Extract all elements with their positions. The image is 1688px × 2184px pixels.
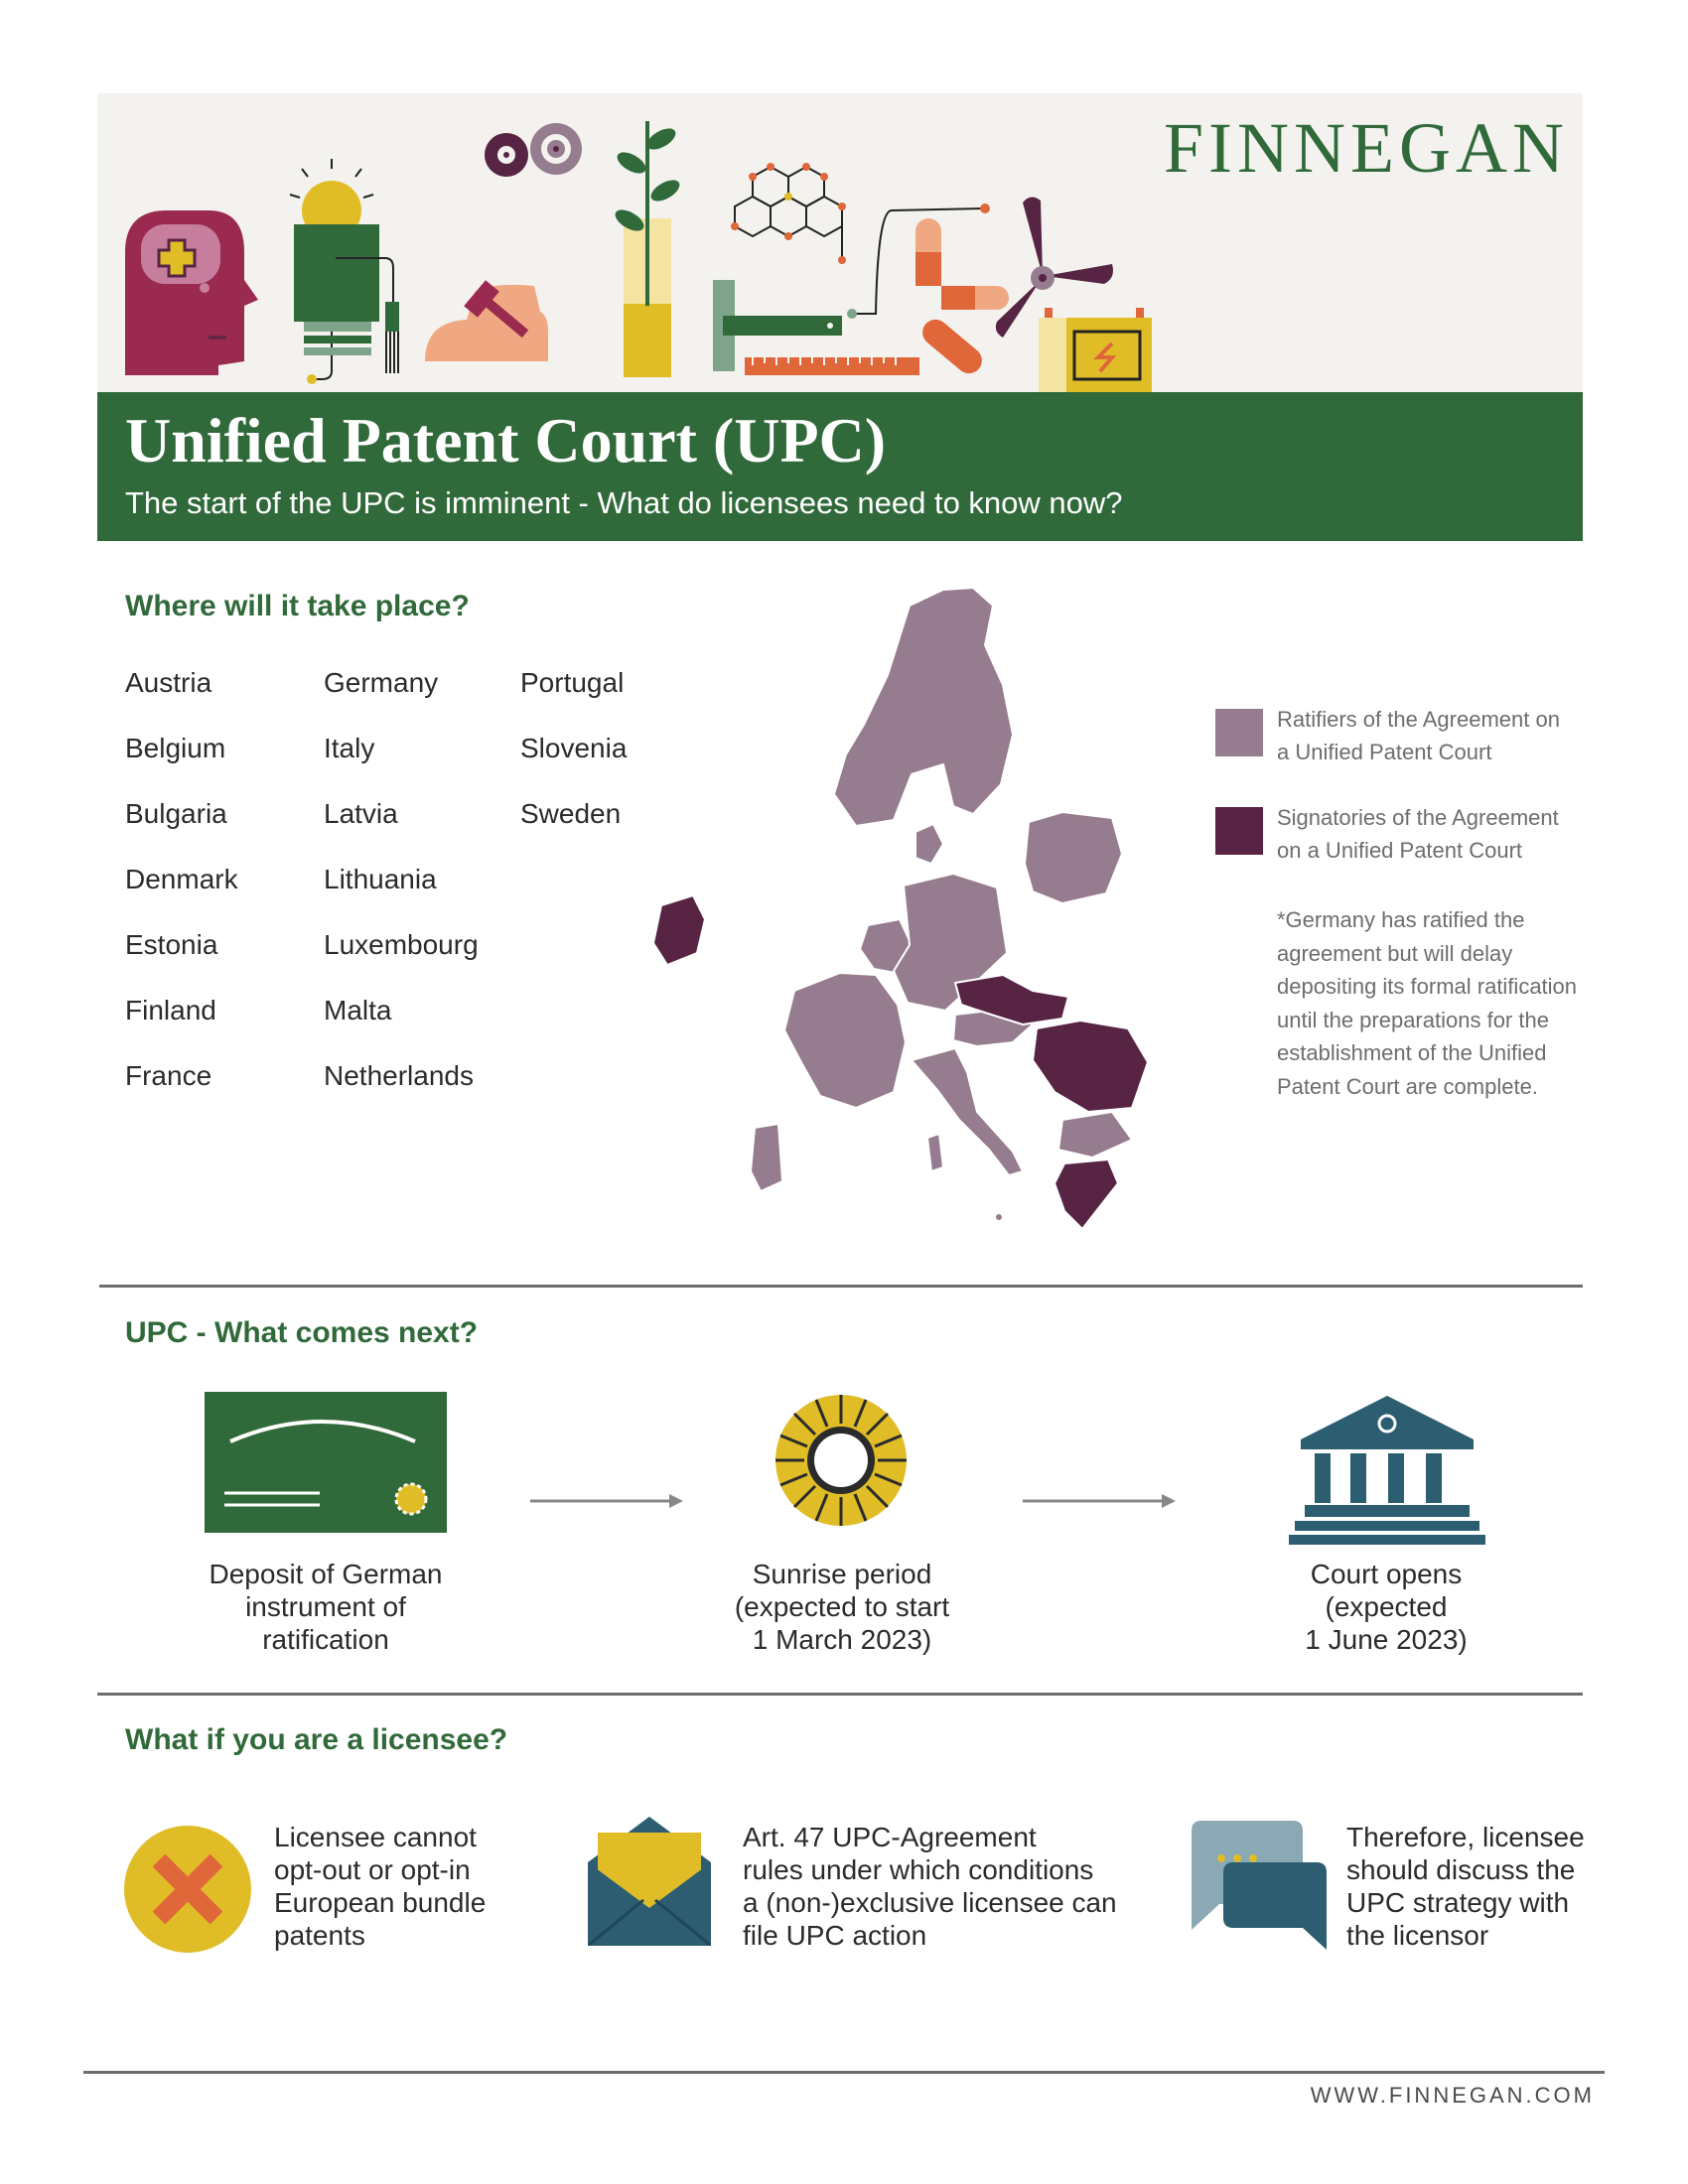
licensee-line: Art. 47 UPC-Agreement — [743, 1822, 1037, 1852]
legend-label-line: Ratifiers of the Agreement on — [1277, 707, 1560, 732]
map-region-denmark — [915, 824, 943, 864]
envelope-icon — [588, 1817, 711, 1946]
country-item: Italy — [324, 733, 375, 763]
x-mark-icon — [123, 1825, 252, 1954]
country-item: Finland — [125, 995, 216, 1025]
step-label-deposit — [157, 1558, 494, 1656]
chat-bubbles-icon — [1192, 1821, 1327, 1950]
licensee-line: Licensee cannot — [274, 1822, 477, 1852]
map-region-france — [784, 973, 906, 1108]
step-line: 1 March 2023) — [752, 1624, 932, 1655]
country-item: Malta — [324, 995, 392, 1025]
footer-website-link[interactable]: WWW.FINNEGAN.COM — [1310, 2083, 1595, 2108]
map-region-ireland — [653, 895, 705, 965]
section-divider — [97, 1693, 1583, 1696]
next-heading: UPC - What comes next? — [125, 1316, 479, 1349]
legend-label-line: a Unified Patent Court — [1277, 740, 1492, 764]
map-region-greece — [1055, 1160, 1118, 1229]
map-region-baltics — [1025, 812, 1122, 903]
country-item: France — [125, 1060, 212, 1091]
note-line: *Germany has ratified the — [1277, 907, 1525, 932]
sunrise-icon — [774, 1394, 908, 1527]
licensee-line: opt-out or opt-in — [274, 1854, 471, 1885]
country-item: Sweden — [520, 798, 622, 829]
europe-map — [596, 576, 1172, 1231]
country-item: Luxembourg — [324, 929, 479, 960]
step-label-sunrise — [673, 1558, 1011, 1656]
page-subtitle: The start of the UPC is imminent - What do licensees need to know now? — [125, 485, 1123, 520]
arrow-icon — [530, 1491, 685, 1511]
licensee-item-text — [274, 1821, 486, 1952]
courthouse-icon — [1289, 1396, 1485, 1545]
note-line: establishment of the Unified — [1277, 1040, 1547, 1065]
step-line: (expected — [1325, 1591, 1448, 1622]
licensee-line: should discuss the — [1346, 1854, 1576, 1885]
country-list — [125, 667, 641, 1104]
diploma-book-icon — [294, 224, 399, 373]
brand-logo: FINNEGAN — [1164, 108, 1569, 188]
certificate-icon — [205, 1392, 447, 1533]
map-region-sardinia — [927, 1134, 943, 1171]
step-line: Court opens — [1310, 1559, 1463, 1589]
country-item: Belgium — [125, 733, 226, 763]
licensee-line: file UPC action — [743, 1920, 927, 1951]
legend-label-ratifiers — [1277, 703, 1595, 768]
step-line: ratification — [262, 1624, 389, 1655]
step-line: instrument of — [245, 1591, 406, 1622]
licensee-line: the licensor — [1346, 1920, 1489, 1951]
legend-swatch-ratifiers — [1215, 709, 1263, 756]
pills-icon — [847, 204, 1009, 378]
where-heading: Where will it take place? — [125, 590, 470, 622]
step-line: 1 June 2023) — [1305, 1624, 1468, 1655]
map-region-scandinavia — [834, 588, 1013, 826]
licensee-item-text — [743, 1821, 1117, 1952]
page-title: Unified Patent Court (UPC) — [125, 405, 887, 476]
arrow-icon — [1023, 1491, 1178, 1511]
country-item: Lithuania — [324, 864, 437, 894]
hammer-icon — [425, 280, 548, 361]
ruler-icon — [713, 280, 919, 375]
country-item: Denmark — [125, 864, 238, 894]
licensee-item-text — [1346, 1821, 1585, 1952]
map-region-romania-hungary — [1033, 1021, 1148, 1112]
note-line: agreement but will delay — [1277, 940, 1513, 966]
country-item: Austria — [125, 667, 212, 698]
legend-swatch-signatories — [1215, 807, 1263, 855]
map-region-portugal — [751, 1124, 782, 1191]
country-item: Bulgaria — [125, 798, 227, 829]
legend-label-line: on a Unified Patent Court — [1277, 838, 1523, 863]
section-divider — [99, 1285, 1583, 1288]
plant-beaker-icon — [612, 121, 683, 377]
country-item: Portugal — [520, 667, 625, 698]
step-label-court-opens — [1217, 1558, 1555, 1656]
licensee-heading: What if you are a licensee? — [125, 1723, 508, 1756]
step-line: Deposit of German — [209, 1559, 443, 1589]
note-line: depositing its formal ratification — [1277, 974, 1578, 999]
battery-icon — [1039, 308, 1152, 393]
title-band — [97, 392, 1583, 541]
licensee-line: UPC strategy with — [1346, 1887, 1570, 1918]
legend-label-signatories — [1277, 801, 1595, 867]
licensee-line: Therefore, licensee — [1346, 1822, 1585, 1852]
head-with-bandage-icon — [125, 210, 258, 375]
country-item: Latvia — [324, 798, 398, 829]
country-item: Slovenia — [520, 733, 628, 763]
germany-note — [1277, 903, 1605, 1103]
licensee-line: European bundle — [274, 1887, 487, 1918]
wind-turbine-icon — [996, 197, 1113, 338]
licensee-line: a (non-)exclusive licensee can — [743, 1887, 1117, 1918]
map-region-bulgaria — [1058, 1112, 1132, 1158]
footer-divider — [83, 2071, 1605, 2074]
licensee-line: rules under which conditions — [743, 1854, 1094, 1885]
country-item: Netherlands — [324, 1060, 474, 1091]
step-line: (expected to start — [734, 1591, 950, 1622]
map-region-italy — [912, 1048, 1023, 1175]
note-line: Patent Court are complete. — [1277, 1073, 1538, 1099]
note-line: until the preparations for the — [1277, 1007, 1549, 1032]
licensee-line: patents — [274, 1920, 365, 1951]
legend-label-line: Signatories of the Agreement — [1277, 805, 1559, 830]
country-item: Germany — [324, 667, 439, 698]
gears-icon — [485, 123, 582, 177]
molecule-icon — [731, 163, 846, 264]
country-item: Estonia — [125, 929, 218, 960]
step-line: Sunrise period — [752, 1559, 932, 1589]
